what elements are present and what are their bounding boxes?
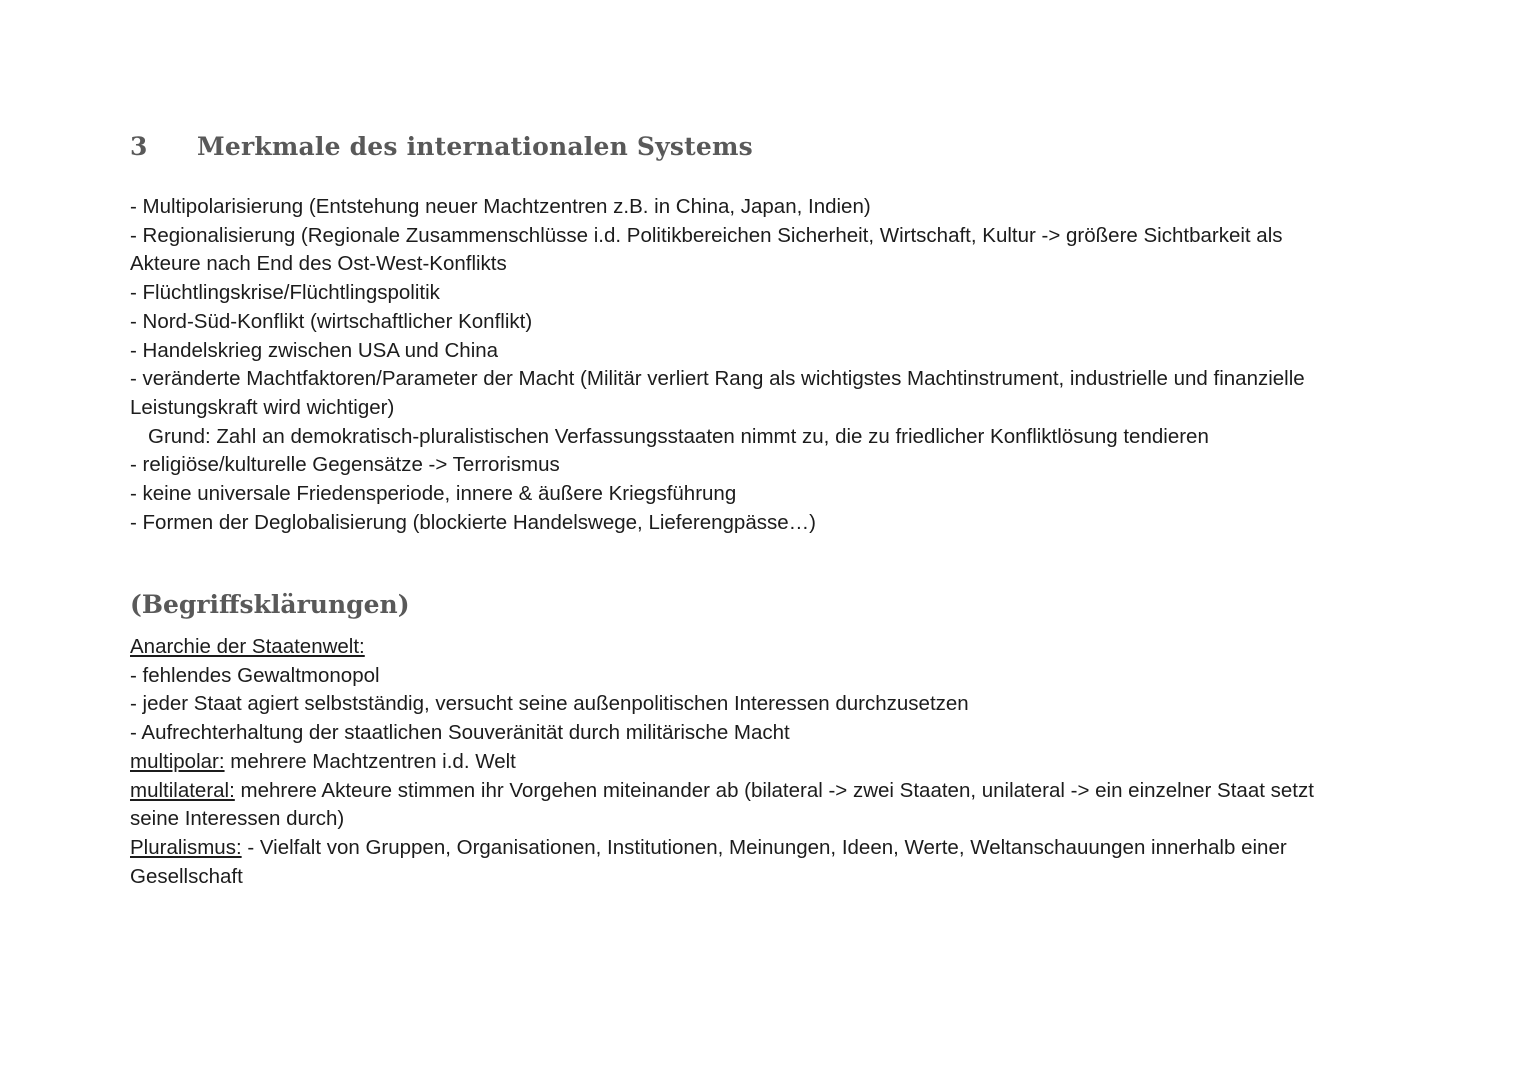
definition-pluralismus — [130, 834, 1410, 863]
definition-point: - Aufrechterhaltung der staatlichen Souveränität durch militärische Macht — [130, 721, 790, 745]
list-item: - keine universale Friedensperiode, innere & äußere Kriegsführung — [130, 482, 737, 506]
definition-anarchie — [130, 633, 1410, 662]
definition-point: - fehlendes Gewaltmonopol — [130, 663, 380, 687]
definition-text: - Vielfalt von Gruppen, Organisationen, Institutionen, Meinungen, Ideen, Werte, Weltanschauungen innerhalb einer — [241, 835, 1287, 859]
definition-term: multilateral: — [130, 778, 235, 802]
definition-term: Pluralismus: — [130, 835, 242, 859]
list-item: - Handelskrieg zwischen USA und China — [130, 338, 499, 362]
list-item: - Multipolarisierung (Entstehung neuer Machtzentren z.B. in China, Japan, Indien) — [130, 195, 871, 218]
definition-text: mehrere Machtzentren i.d. Welt — [224, 749, 516, 773]
list-item-continuation: Akteure nach End des Ost-West-Konflikts — [130, 252, 507, 276]
definition-text: mehrere Akteure stimmen ihr Vorgehen miteinander ab (bilateral -> zwei Staaten, unilateral -> ein einzelner Staat setzt — [234, 778, 1314, 802]
list-item: - veränderte Machtfaktoren/Parameter der Macht (Militär verliert Rang als wichtigstes Machtinstrument, industrielle und finanzielle — [130, 367, 1305, 391]
list-item-continuation: Leistungskraft wird wichtiger) — [130, 395, 395, 419]
list-item: - Regionalisierung (Regionale Zusammenschlüsse i.d. Politikbereichen Sicherheit, Wirtschaft, Kultur -> größere Sichtbarkeit als — [130, 223, 1283, 247]
definition-term: Anarchie der Staatenwelt: — [130, 635, 365, 658]
definition-point: - jeder Staat agiert selbstständig, versucht seine außenpolitischen Interessen durchzusetzen — [130, 692, 969, 716]
section-title: Merkmale des internationalen Systems — [197, 132, 753, 161]
definition-continuation: seine Interessen durch) — [130, 807, 345, 831]
section-number: 3 — [130, 132, 148, 161]
definition-multipolar — [130, 748, 1410, 777]
definition-multilateral — [130, 777, 1410, 806]
definitions-list — [130, 633, 1410, 891]
section-list — [130, 193, 1410, 537]
list-item: - Nord-Süd-Konflikt (wirtschaftlicher Konflikt) — [130, 309, 533, 333]
definitions-heading: (Begriffsklärungen) — [130, 590, 410, 619]
list-item: - religiöse/kulturelle Gegensätze -> Terrorismus — [130, 453, 560, 477]
definition-continuation: Gesellschaft — [130, 864, 243, 888]
section-heading — [130, 132, 753, 161]
definition-term: multipolar: — [130, 749, 225, 773]
list-item-reason: Grund: Zahl an demokratisch-pluralistischen Verfassungsstaaten nimmt zu, die zu friedlicher Konfliktlösung tendieren — [148, 424, 1209, 448]
list-item: - Flüchtlingskrise/Flüchtlingspolitik — [130, 281, 440, 305]
list-item: - Formen der Deglobalisierung (blockierte Handelswege, Lieferengpässe…) — [130, 510, 816, 534]
